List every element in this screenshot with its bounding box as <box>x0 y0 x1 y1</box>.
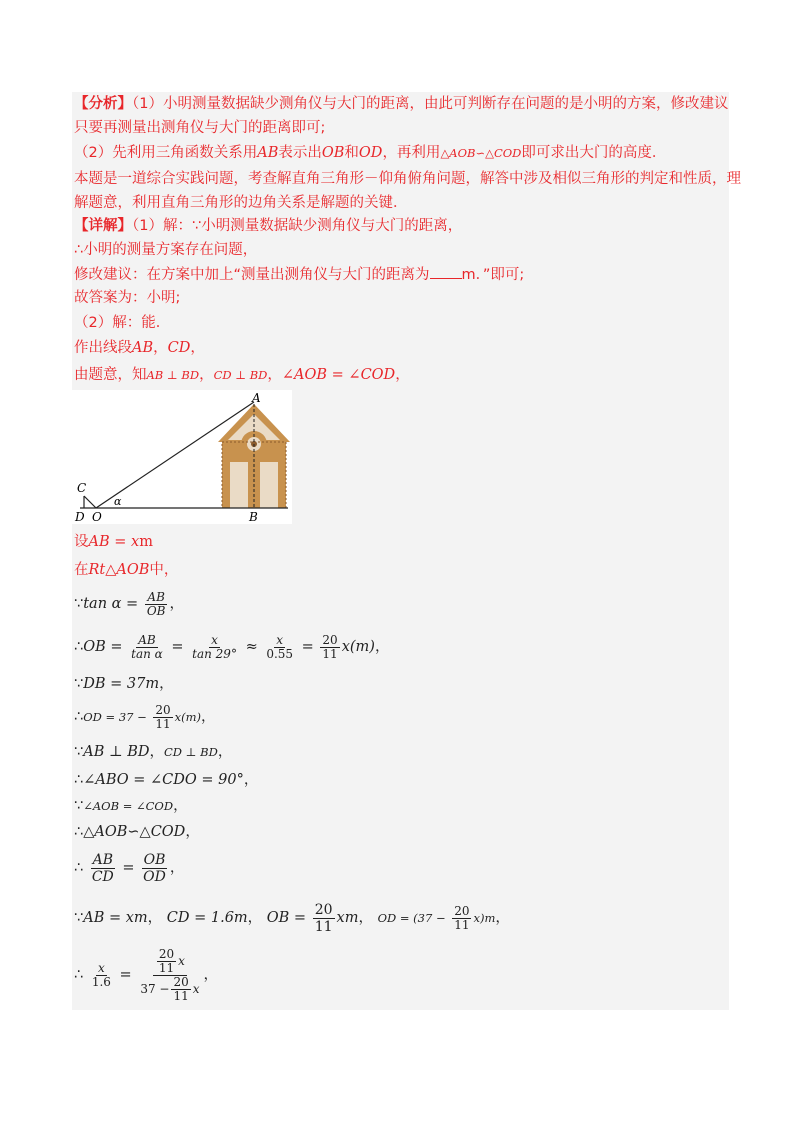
detail-line-5: （2）解：能． <box>74 315 171 331</box>
analysis-line-3: （2）先利用三角函数关系用AB表示出OB和OD，再利用△AOB∽△COD即可求出大门的高度． <box>74 145 667 161</box>
label-alpha: α <box>114 495 122 508</box>
detail-line-7: 由题意，知AB ⊥ BD，CD ⊥ BD，∠AOB = ∠COD， <box>74 367 410 383</box>
solution-line-6: ∴OD = 37 − $\frac{20}{11}$ x(m)， <box>74 702 216 731</box>
solution-line-11: ∴ $\frac{AB}{CD}$ = $\frac{OB}{OD}$ ， <box>74 851 185 885</box>
solution-line-4: ∴OB = $\frac{AB}{\text{tan α}}$ = $\frac{x}{\tan 29^\circ}$ ≈ $\frac{x}{0.55}$ = $\frac{20}{11}$ x(m)， <box>74 632 390 661</box>
detail-line-6: 作出线段AB，CD， <box>74 340 205 356</box>
analysis-line-2: 只要再测量出测角仪与大门的距离即可; <box>74 120 326 136</box>
analysis-label: 【分析】 <box>74 96 132 112</box>
analysis-line-1: 【分析】（1）小明测量数据缺少测角仪与大门的距离，由此可判断存在问题的是小明的方案，修改建议 <box>74 96 729 112</box>
detail-line-3: 修改建议：在方案中加上“测量出测角仪与大门的距离为 m．”即可; <box>74 264 524 285</box>
detail-line-1: 【详解】（1）解：∵小明测量数据缺少测角仪与大门的距离， <box>74 218 463 234</box>
geometry-figure <box>72 390 292 524</box>
label-o: O <box>92 510 102 524</box>
detail-label: 【详解】 <box>74 218 132 234</box>
analysis-line-5: 解题意，利用直角三角形的边角关系是解题的关键． <box>74 195 408 211</box>
solution-line-5: ∵DB = 37m， <box>74 676 174 692</box>
solution-line-8: ∴∠ABO = ∠CDO = 90°， <box>74 772 259 788</box>
detail-line-2: ∴小明的测量方案存在问题， <box>74 242 258 258</box>
solution-line-2: 在Rt△AOB中， <box>74 562 179 578</box>
solution-line-3: ∵tan α = $\frac{AB}{OB}$ ， <box>74 589 184 618</box>
solution-line-13: ∴ $\frac{x}{1.6}$ = $\frac{20}{11}$ x 37 − $\frac{20}{11}$ x ， <box>74 946 219 1003</box>
solution-line-12: ∵AB = xm， CD = 1.6m， OB = $\frac{20}{11}$ xm， OD = (37 − $\frac{20}{11}$ x)m， <box>74 901 510 935</box>
label-b: B <box>249 510 258 524</box>
solution-line-1: 设AB = xm <box>74 534 153 550</box>
solution-line-10: ∴△AOB∽△COD， <box>74 824 200 840</box>
detail-line-4: 故答案为：小明; <box>74 290 181 306</box>
label-d: D <box>75 510 85 524</box>
analysis-line-4: 本题是一道综合实践问题，考查解直角三角形－仰角俯角问题，解答中涉及相似三角形的判定和性质，理 <box>74 171 741 187</box>
answer-blank <box>430 264 462 279</box>
solution-line-9: ∵∠AOB = ∠COD， <box>74 798 188 814</box>
solution-line-7: ∵AB ⊥ BD，CD ⊥ BD， <box>74 744 233 760</box>
label-c: C <box>77 481 87 495</box>
label-a: A <box>252 391 261 405</box>
